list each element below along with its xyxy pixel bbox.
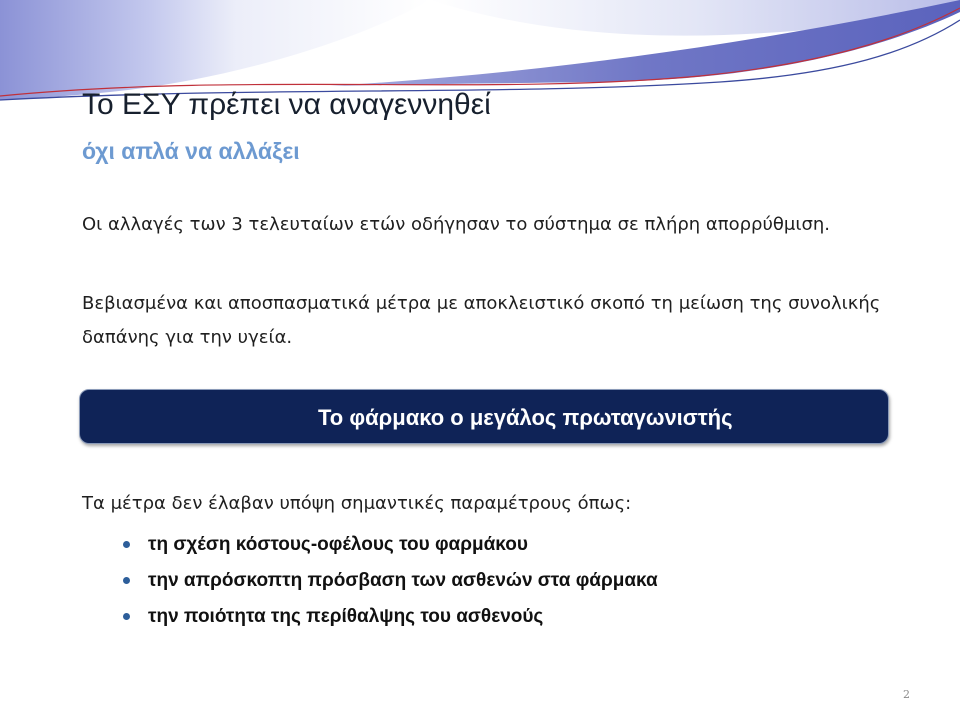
list-item: [120, 599, 658, 635]
slide-title: Το ΕΣΥ πρέπει να αναγεννηθεί: [82, 88, 491, 121]
list-item-text: την ποιότητα της περίθαλψης του ασθενούς: [148, 606, 544, 627]
list-item: [120, 527, 658, 563]
slide-subtitle: όχι απλά να αλλάξει: [82, 138, 300, 164]
paragraph-system-changes: Οι αλλαγές των 3 τελευταίων ετών οδήγησαν το σύστημα σε πλήρη απορρύθμιση.: [82, 214, 830, 235]
banner-text: Το φάρμακο ο μεγάλος πρωταγωνιστής: [318, 405, 733, 430]
list-item-text: την απρόσκοπτη πρόσβαση των ασθενών στα φάρμακα: [148, 570, 658, 591]
parameters-intro: Τα μέτρα δεν έλαβαν υπόψη σημαντικές παραμέτρους όπως:: [82, 493, 632, 514]
list-item: [120, 563, 658, 599]
highlight-banner: [79, 389, 889, 444]
parameters-list: [120, 527, 658, 635]
bullet-dot-icon: [123, 613, 130, 620]
list-item-text: τη σχέση κόστους-οφέλους του φαρμάκου: [148, 534, 528, 555]
page-number: 2: [903, 688, 910, 701]
paragraph-hasty-measures: Βεβιασμένα και αποσπασματικά μέτρα με αποκλειστικό σκοπό τη μείωση της συνολικής δαπάνης για την υγεία.: [82, 293, 881, 348]
bullet-dot-icon: [123, 541, 130, 548]
bullet-dot-icon: [123, 577, 130, 584]
